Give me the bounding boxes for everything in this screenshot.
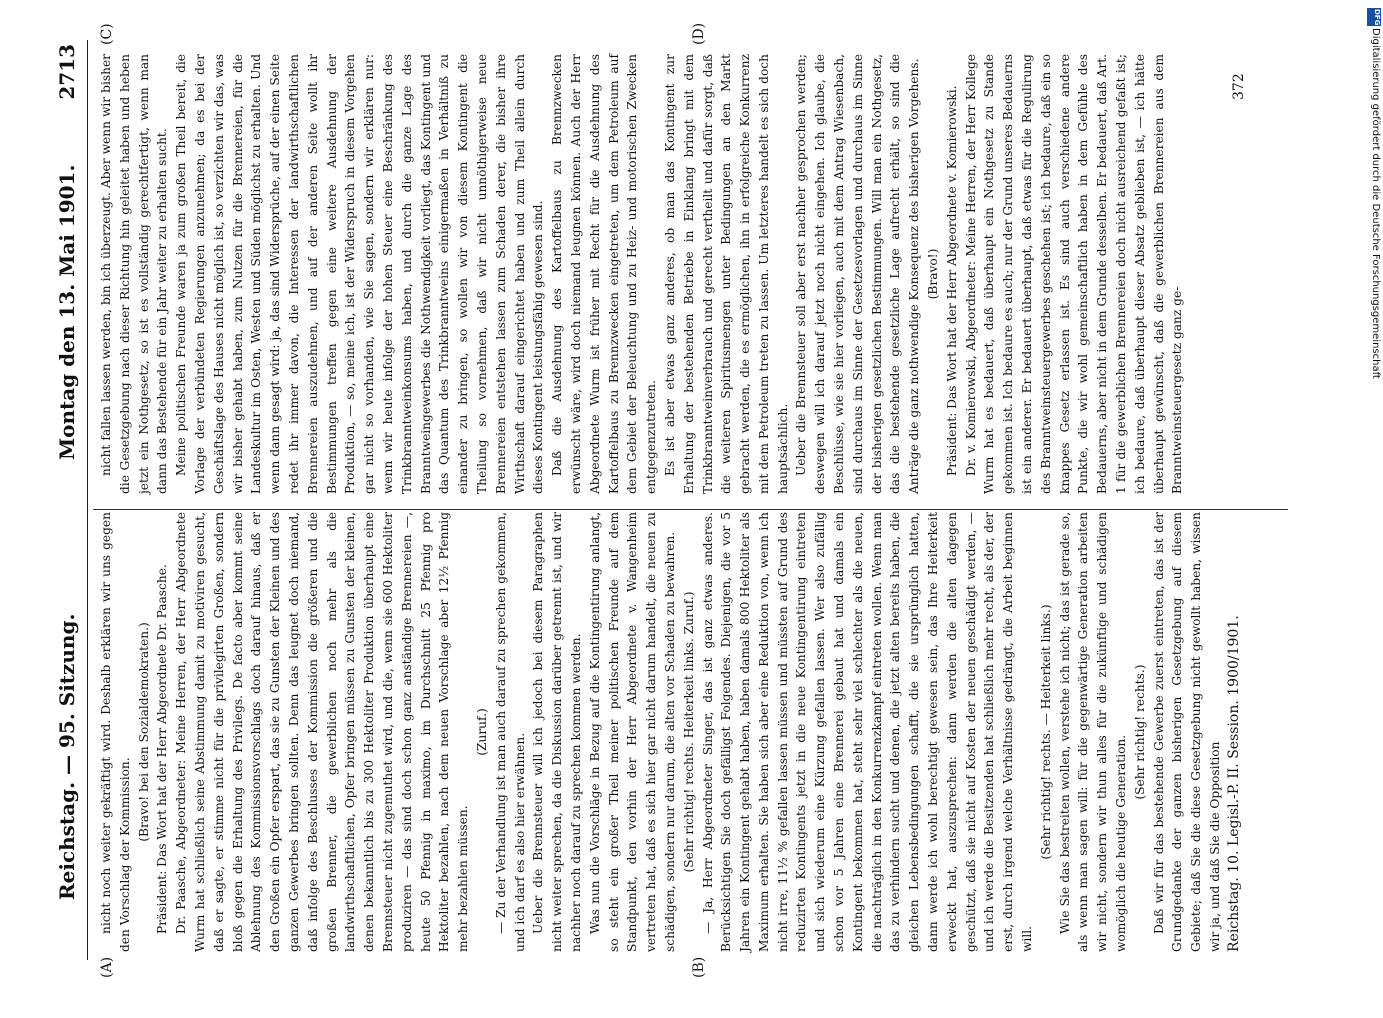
rotated-newspaper-page: [41, 20, 1341, 980]
header-date: Montag den 13. Mai 1901.: [55, 164, 79, 460]
column-divider: [93, 509, 1288, 510]
paragraph: Wie Sie das bestreiten wollen, verstehe ich nicht; das ist gerade so, als wenn man sagen will: für die gegenwärtige Generation arbeiten wir nicht, sondern wir thun alles für die zukünftige und schädigen womöglich die heutige Generation.: [1057, 512, 1129, 952]
paragraph: Meine politischen Freunde waren ja zum großen Theil bereit, die Vorlage der verbündeten Regierungen anzunehmen; da es bei der Geschäftslage des Hauses nicht möglich ist, so verzichten wir das, was wir bisher gehabt haben, zum Nutzen für die Brennereien, für die Landeskultur im Osten, Westen und Süden möglichst zu erhalten. Und wenn dann gesagt wird: ja, das sind Widersprüche, auf der einen Seite redet ihr immer davon, die Interessen der landwirthschaftlichen Brennereien auszudehnen, und auf der anderen Seite wollt ihr Bestimmungen treffen gegen eine weitere Ausdehnung der Produktion, — so, meine ich, ist der Widerspruch in diesem Vorgehen gar nicht so vorhanden, wie Sie sagen, sondern wir erklären nur: wenn wir heute infolge der hohen Steuer eine Beschränkung des Trinkbranntweinkonsums haben, und durch die ganze Lage des Branntweingewerbes die Nothwendigkeit vorliegt, das Kontingent und das Quantum des Trinkbranntweins einigermaßen in Verhältniß zu einander zu bringen, so wollen wir von diesem Kontingent die Theilung so vornehmen, daß wir nicht unnöthigerweise neue Brennereien entstehen lassen zum Schaden derer, die bisher ihre Wirthschaft darauf eingerichtet haben und zum Theil allein durch dieses Kontingent leistungsfähig gewesen sind.: [174, 54, 546, 494]
page-header: [47, 40, 88, 960]
margin-marker-a: (A): [99, 956, 115, 978]
paragraph: (Bravo!): [926, 248, 941, 300]
paragraph: Daß wir für das bestehende Gewerbe zuerst eintreten, das ist der Grundgedanke der ganzen bisherigen Gesetzgebung auf diesem Gebiete; daß Sie die diese Gesetzgebung nicht gewollt haben, wissen wir ja, und daß Sie die Opposition: [1151, 512, 1223, 952]
header-left: Reichstag. — 95. Sitzung.: [55, 613, 79, 900]
paragraph: Präsident: Das Wort hat der Herr Abgeordnete v. Komierowski.: [944, 85, 959, 476]
paragraph: — Zu der Verhandlung ist man auch darauf zu sprechen gekommen, und ich darf es also hier erwähnen.: [493, 512, 527, 952]
digitization-stamp: [1365, 6, 1381, 996]
paragraph: Es ist aber etwas ganz anderes, ob man das Kontingent zur Erhaltung der bestehenden Betriebe in Einklang bringt mit dem Trinkbranntweinverbrauch und gerecht vertheilt und dafür sorgt, daß die weiteren Spiritusmengen unter Bedingungen an den Markt gebracht werden, die es ermöglichen, ihn in erfolgreiche Konkurrenz mit dem Petroleum treten zu lassen. Um letzteres handelt es sich doch hauptsächlich.: [662, 54, 790, 494]
left-column: [97, 512, 1244, 952]
page-number: 2713: [55, 44, 79, 100]
paragraph: — Ja, Herr Abgeordneter Singer, das ist ganz etwas anderes. Berücksichtigen Sie doch gefälligst Folgendes. Diejenigen, die vor 5 Jahren ein Kontingent gehabt haben, haben damals 800 Hektoliter als Maximum erhalten. Sie haben sich aber eine Reduktion von, wenn ich nicht irre, 11½ % gefallen lassen müssen und müssten auf Grund des reduzirten Kontingents jetzt in die neue Kontingentirung eintreten und sich wiederum eine Kürzung gefallen lassen. Wer also zufällig schon vor 5 Jahren eine Brennerei gebaut hat und damals ein Kontingent bekommen hat, steht sehr viel schlechter als die neuen, die nachträglich in den Konkurrenzkampf eintreten wollen. Wenn man das zu verhindern sucht und denen, die jetzt alten bereits haben, die gleichen Lebensbedingungen schafft, die sie ursprünglich hatten, dann werde ich wohl berechtigt gewesen sein, das Ihre Heiterkeit erweckt hat, auszusprechen: dann werden die alten dagegen geschützt, daß sie nicht auf Kosten der neuen geschädigt werden, — und ich werde die Besitzenden hat schließlich mehr recht, als der, der erst, durch irgend welche Verhältnisse gedrängt, die Arbeit beginnen will.: [700, 512, 1035, 952]
paragraph: Dr. v. Komierowski, Abgeordneter: Meine Herren, der Herr Kollege Wurm hat es bedauert, daß überhaupt ein Nothgesetz zu Stande gekommen ist. Ich bedaure es auch; nur der Grund unseres Bedauerns ist ein anderer. Er bedauert überhaupt, daß etwas für die Regulirung des Branntweinsteuergewerbes geschehen ist; ich bedaure, daß ein so knappes Gesetz erlassen ist. Es sind auch verschiedene andere Punkte, die wir wohl gemeinschaftlich haben in dem Gefühle des Bedauerns, aber nicht in dem Grunde desselben. Er bedauert, daß Art. 1 für die gewerblichen Brennereien doch nicht ausreichend gefaßt ist; ich bedaure, daß überhaupt dieser Absatz geblieben ist, — ich hätte überhaupt gewünscht, daß die gewerblichen Brennereien aus dem Branntweinsteuergesetz ganz ge-: [963, 54, 1185, 494]
paragraph: Präsident: Das Wort hat der Herr Abgeordnete Dr. Paasche.: [155, 564, 170, 934]
footer-number: 372: [1231, 73, 1247, 100]
paragraph: nicht noch weiter gekräftigt wird. Deshalb erklären wir uns gegen den Vorschlag der Kommission.: [99, 512, 132, 952]
paragraph: (Sehr richtig! rechts. — Heiterkeit links.): [1038, 604, 1053, 860]
right-column: [97, 54, 1187, 494]
paragraph: Ueber die Brennsteuer soll aber erst nachher gesprochen werden; deswegen will ich darauf jetzt noch nicht eingehen. Ich glaube, die Beschlüsse, wie sie hier vorliegen, auch mit dem Antrag Wiesenbach, sind durchaus im Sinne der Gesetzesvorlagen und durchaus im Sinne der bisherigen gesetzlichen Bestimmungen. Will man ein Nothgesetz, das die bestehende gesetzliche Lage aufrecht erhält, so sind die Anträge die ganz nothwendige Konsequenz des bisherigen Vorgehens.: [794, 54, 922, 494]
paragraph: nicht fallen lassen werden, bin ich überzeugt. Aber wenn wir bisher die Gesetzgebung nach dieser Richtung hin geleitet haben und heben jetzt ein Nothgesetz, so ist es vollständig gerechtfertigt, wenn man dann das Bestehende für ein Jahr weiter zu erhalten sucht.: [99, 54, 170, 494]
paragraph: (Zuruf.): [474, 708, 489, 756]
paragraph: Dr. Paasche, Abgeordneter: Meine Herren, der Herr Abgeordnete Wurm hat schließlich seine Abstimmung damit zu motiviren gesucht, daß er sagte, er stimme nicht für die privilegirten Großen, sondern bloß gegen die Erhaltung des Privilegs. De facto aber kommt seine Ablehnung des Kommissionsvorschlags doch darauf hinaus, daß er den Großen ein Opfer erspart, das sie zu Gunsten der Kleinen und des ganzen Gewerbes bringen sollten. Denn das leugnet doch niemand, daß infolge des Beschlusses der Kommission die größeren und die großen Brenner, die gewerblichen noch mehr als die landwirthschaftlichen, Opfer bringen müssen zu Gunsten der kleinen, denen bekanntlich bis zu 300 Hektoliter Produktion überhaupt eine Brennsteuer nicht zugemuthet wird, und die, wenn sie 600 Hektoliter produziren — das sind doch schon ganz anständige Brennereien —, heute 50 Pfennig in maximo, im Durchschnitt 25 Pfennig pro Hektoliter bezahlen, nach dem neuen Vorschlage aber 12½ Pfennig mehr bezahlen müssen.: [174, 512, 471, 952]
paragraph: (Bravo! bei den Sozialdemokraten.): [136, 622, 151, 842]
paragraph: (Sehr richtig! rechts.): [1132, 664, 1147, 800]
dfg-logo: DFG: [1367, 8, 1381, 26]
margin-marker-b: (B): [691, 956, 707, 978]
paragraph: (Sehr richtig! rechts. Heiterkeit links. Zuruf.): [681, 591, 696, 873]
paragraph: Was nun die Vorschläge in Bezug auf die Kontingentirung anlangt, so steht ein großer Theil meiner politischen Freunde auf dem Standpunkt, den vorhin der Herr Abgeordnete v. Wangenheim vertreten hat, daß es sich hier gar nicht darum handelt, die neuen zu schädigen, sondern nur darum, die alten vor Schaden zu bewahren.: [587, 512, 677, 952]
session-signature: Reichstag. 10. Legisl.-P. II. Session. 1900/1901.: [1225, 615, 1242, 952]
paragraph: Daß die Ausdehnung des Kartoffelbaus zu Brennzwecken erwünscht wäre, wird doch niemand leugnen können. Auch der Herr Abgeordnete Wurm ist früher mit Recht für die Ausdehnung des Kartoffelbaus zu Brennzwecken eingetreten, um dem Petroleum auf dem Gebiet der Beleuchtung und zu Heiz- und motorischen Zwecken entgegenzutreten.: [550, 54, 659, 494]
margin-marker-c: (C): [99, 23, 115, 45]
paragraph: Ueber die Brennsteuer will ich jedoch bei diesem Paragraphen nicht weiter sprechen, da die Diskussion darüber getrennt ist, und wir nachher noch darauf zu sprechen kommen werden.: [531, 512, 583, 952]
margin-marker-d: (D): [691, 22, 707, 45]
digitization-note: Digitalisierung gefördert durch die Deutsche Forschungsgemeinschaft: [1370, 28, 1381, 379]
